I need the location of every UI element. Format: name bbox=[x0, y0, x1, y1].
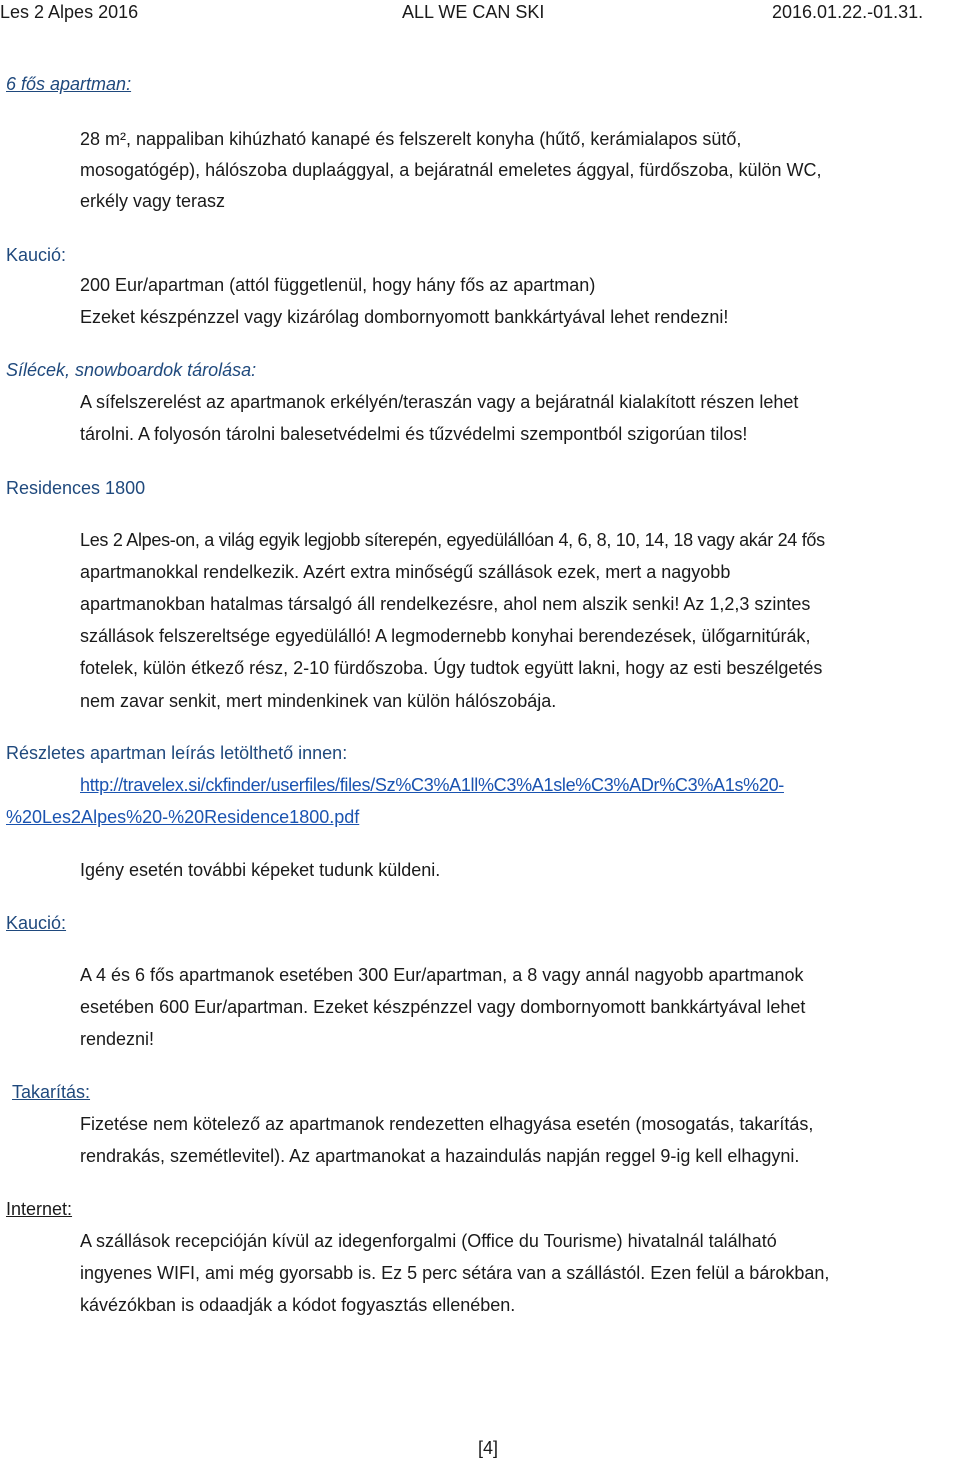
residences-line-3: apartmanokban hatalmas társalgó áll rendelkezésre, ahol nem alszik senki! Az 1,2,3 szintes bbox=[80, 594, 811, 614]
residences-line-6: nem zavar senkit, mert mindenkinek van külön hálószobája. bbox=[80, 691, 557, 711]
details-link-line-1[interactable]: http://travelex.si/ckfinder/userfiles/files/Sz%C3%A1ll%C3%A1sle%C3%ADr%C3%A1s%20- bbox=[80, 775, 784, 795]
apartment-line-3: erkély vagy terasz bbox=[80, 191, 226, 211]
internet-line-3: kávézókban is odaadják a kódot fogyasztás ellenében. bbox=[80, 1295, 516, 1315]
residences-line-1: Les 2 Alpes-on, a világ egyik legjobb síterepén, egyedülállóan 4, 6, 8, 10, 14, 18 vagy akár 24 fős bbox=[80, 530, 825, 550]
internet-line-1: A szállások recepcióján kívül az idegenforgalmi (Office du Tourisme) hivatalnál található bbox=[80, 1231, 777, 1251]
more-images-text: Igény esetén további képeket tudunk küldeni. bbox=[80, 860, 441, 880]
apartment-line-2: mosogatógép), hálószoba duplaággyal, a bejáratnál emeletes ággyal, fürdőszoba, külön WC, bbox=[80, 160, 822, 180]
page-number: [4] bbox=[478, 1438, 499, 1458]
ski-storage-label: Sílécek, snowboardok tárolása: bbox=[6, 360, 257, 380]
residences-title: Residences 1800 bbox=[6, 478, 146, 498]
deposit2-line-1: A 4 és 6 fős apartmanok esetében 300 Eur/apartman, a 8 vagy annál nagyobb apartmanok bbox=[80, 965, 804, 985]
deposit-label-1: Kaució: bbox=[6, 245, 67, 265]
ski-storage-line-1: A sífelszerelést az apartmanok erkélyén/teraszán vagy a bejáratnál kialakított részen lehet bbox=[80, 392, 799, 412]
deposit-label-2: Kaució: bbox=[6, 913, 67, 933]
ski-storage-line-2: tárolni. A folyosón tárolni balesetvédelmi és tűzvédelmi szempontból szigorúan tilos! bbox=[80, 424, 748, 444]
internet-line-2: ingyenes WIFI, ami még gyorsabb is. Ez 5 perc sétára van a szállástól. Ezen felül a bárokban, bbox=[80, 1263, 830, 1283]
details-link-line-2[interactable]: %20Les2Alpes%20-%20Residence1800.pdf bbox=[6, 807, 360, 827]
header-right: 2016.01.22.-01.31. bbox=[772, 2, 924, 22]
deposit1-line-1: 200 Eur/apartman (attól függetlenül, hogy hány fős az apartman) bbox=[80, 275, 596, 295]
cleaning-label: Takarítás: bbox=[12, 1082, 91, 1102]
header-center: ALL WE CAN SKI bbox=[402, 2, 545, 22]
details-intro: Részletes apartman leírás letölthető innen: bbox=[6, 743, 348, 763]
deposit1-line-2: Ezeket készpénzzel vagy kizárólag dombornyomott bankkártyával lehet rendezni! bbox=[80, 307, 729, 327]
deposit2-line-3: rendezni! bbox=[80, 1029, 155, 1049]
internet-label: Internet: bbox=[6, 1199, 73, 1219]
deposit2-line-2: esetében 600 Eur/apartman. Ezeket készpénzzel vagy dombornyomott bankkártyával lehet bbox=[80, 997, 806, 1017]
residences-line-4: szállások felszereltsége egyedülálló! A legmodernebb konyhai berendezések, ülőgarnitúrák, bbox=[80, 626, 811, 646]
header-left: Les 2 Alpes 2016 bbox=[0, 2, 139, 22]
residences-line-5: fotelek, külön étkező rész, 2-10 fürdőszoba. Úgy tudtok együtt lakni, hogy az esti beszélgetés bbox=[80, 658, 823, 678]
cleaning-line-2: rendrakás, szemétlevitel). Az apartmanokat a hazaindulás napján reggel 9-ig kell elhagyni. bbox=[80, 1146, 800, 1166]
apartment-title: 6 fős apartman: bbox=[6, 74, 132, 94]
apartment-line-1: 28 m², nappaliban kihúzható kanapé és felszerelt konyha (hűtő, kerámialapos sütő, bbox=[80, 129, 742, 149]
residences-line-2: apartmanokkal rendelkezik. Azért extra minőségű szállások ezek, mert a nagyobb bbox=[80, 562, 731, 582]
cleaning-line-1: Fizetése nem kötelező az apartmanok rendezetten elhagyása esetén (mosogatás, takarítás, bbox=[80, 1114, 814, 1134]
